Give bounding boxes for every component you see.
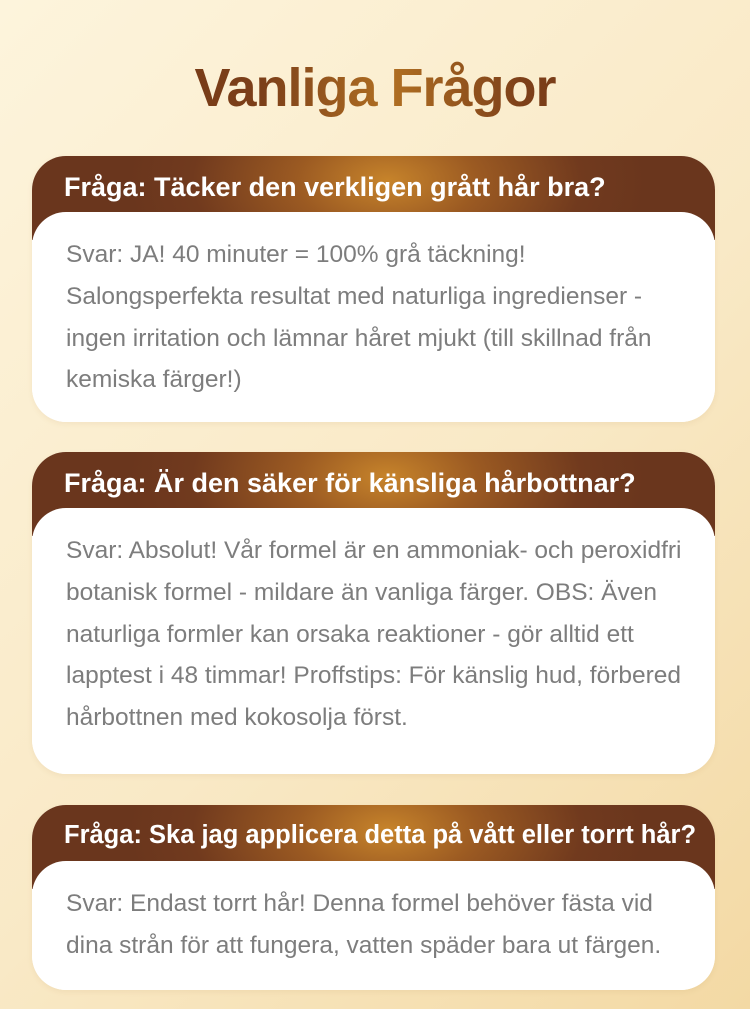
faq-question: Fråga: Ska jag applicera detta på vått eller torrt hår? [32,805,715,889]
faq-card [32,156,715,422]
faq-question: Fråga: Täcker den verkligen grått hår bra? [32,156,715,240]
faq-answer: Svar: Endast torrt hår! Denna formel behöver fästa vid dina strån för att fungera, vatten späder bara ut färgen. [32,861,715,990]
faq-card [32,452,715,774]
faq-card [32,805,715,990]
faq-question: Fråga: Är den säker för känsliga hårbottnar? [32,452,715,536]
page-title: Vanliga Frågor [0,52,750,124]
faq-answer: Svar: JA! 40 minuter = 100% grå täckning! Salongsperfekta resultat med naturliga ingredienser - ingen irritation och lämnar håret mjukt (till skillnad från kemiska färger!) [32,212,715,422]
faq-answer: Svar: Absolut! Vår formel är en ammoniak- och peroxidfri botanisk formel - mildare än vanliga färger. OBS: Även naturliga formler kan orsaka reaktioner - gör alltid ett lapptest i 48 timmar! Proffstips: För känslig hud, förbered hårbottnen med kokosolja först. [32,508,715,774]
